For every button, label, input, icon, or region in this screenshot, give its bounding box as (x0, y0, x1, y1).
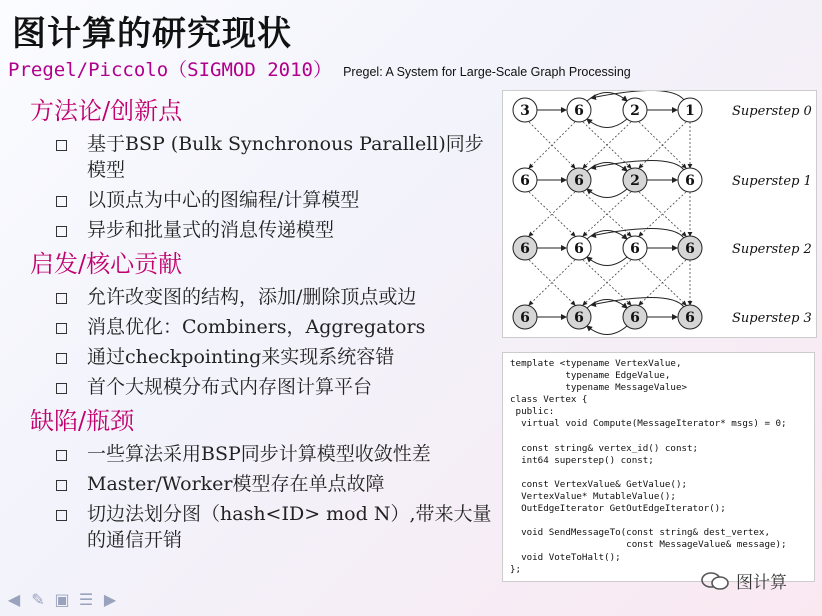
reference-line (8, 55, 631, 82)
bullet-item: 首个大规模分布式内存图计算平台 (30, 374, 500, 400)
bullet-content (30, 94, 500, 557)
checkbox-bullet-icon (56, 140, 67, 151)
vertex-value: 6 (685, 310, 695, 326)
watermark (700, 568, 787, 593)
section-heading-method: 方法论/创新点 (30, 97, 183, 125)
bullet-item: 通过checkpointing来实现系统容错 (30, 344, 500, 370)
checkbox-bullet-icon (56, 323, 67, 334)
edge-arrow (587, 300, 627, 309)
bullet-item: 一些算法采用BSP同步计算模型收敛性差 (30, 441, 500, 467)
slides-icon[interactable]: ▣ (54, 590, 70, 609)
vertex-value: 1 (685, 103, 695, 119)
checkbox-bullet-icon (56, 480, 67, 491)
bullet-item: 允许改变图的结构，添加/删除顶点或边 (30, 284, 500, 310)
slide-title: 图计算的研究现状 (12, 14, 292, 54)
vertex-value: 6 (574, 241, 584, 257)
bullet-item: 以顶点为中心的图编程/计算模型 (30, 187, 500, 213)
edge-arrow (587, 257, 627, 266)
bullet-item: 消息优化：Combiners，Aggregators (30, 314, 500, 340)
paper-title: Pregel: A System for Large-Scale Graph Processing (343, 65, 631, 79)
checkbox-bullet-icon (56, 353, 67, 364)
bullet-item: 异步和批量式的消息传递模型 (30, 217, 500, 243)
checkbox-bullet-icon (56, 383, 67, 394)
vertex-value: 6 (685, 173, 695, 189)
edge-arrow (587, 119, 627, 128)
bullet-item: 基于BSP (Bulk Synchronous Parallell)同步模型 (30, 131, 500, 183)
slide-toolbar (4, 590, 120, 610)
pen-icon[interactable]: ✎ (31, 590, 45, 609)
code-panel (502, 352, 815, 582)
vertex-value: 6 (574, 103, 584, 119)
wechat-logo-icon (700, 571, 730, 591)
reference-text: Pregel/Piccolo（SIGMOD 2010） (8, 59, 332, 81)
bullet-item: Master/Worker模型存在单点故障 (30, 471, 500, 497)
checkbox-bullet-icon (56, 226, 67, 237)
edge-arrow (587, 93, 627, 102)
watermark-text: 图计算 (736, 573, 787, 593)
vertex-value: 6 (685, 241, 695, 257)
superstep-figure (502, 90, 817, 338)
edge-arrow (587, 189, 627, 198)
edge-arrow (587, 163, 627, 172)
section-heading-limitations: 缺陷/瓶颈 (30, 407, 135, 435)
vertex-value: 6 (574, 173, 584, 189)
superstep-label: Superstep 3 (732, 311, 812, 326)
vertex-value: 2 (630, 173, 640, 189)
superstep-label: Superstep 0 (732, 104, 812, 119)
vertex-value: 6 (630, 241, 640, 257)
bullet-item: 切边法划分图（hash<ID> mod N）,带来大量的通信开销 (30, 501, 500, 553)
checkbox-bullet-icon (56, 293, 67, 304)
vertex-value: 6 (520, 173, 530, 189)
superstep-label: Superstep 2 (732, 242, 812, 257)
vertex-value: 3 (520, 103, 530, 119)
checkbox-bullet-icon (56, 510, 67, 521)
next-arrow-icon[interactable]: ▶ (103, 590, 117, 609)
prev-arrow-icon[interactable]: ◀ (7, 590, 21, 609)
edge-arrow (587, 231, 627, 240)
vertex-value: 6 (520, 310, 530, 326)
vertex-value: 6 (574, 310, 584, 326)
vertex-value: 6 (630, 310, 640, 326)
vertex-value: 6 (520, 241, 530, 257)
checkbox-bullet-icon (56, 450, 67, 461)
menu-icon[interactable]: ☰ (78, 590, 94, 609)
checkbox-bullet-icon (56, 196, 67, 207)
vertex-value: 2 (630, 103, 640, 119)
section-heading-contribution: 启发/核心贡献 (30, 250, 183, 278)
edge-arrow (587, 326, 627, 335)
superstep-label: Superstep 1 (732, 174, 812, 189)
superstep-diagram (503, 91, 816, 337)
vertex-api-code: template <typename VertexValue, typename EdgeValue, typename MessageValue> class Vertex { public: virtual void Compute(MessageIterator* msgs) = 0; const string& vertex_id() const; int64 superstep() const; const VertexValue& GetValue(); VertexValue* MutableValue(); OutEdgeIterator GetOutEdgeIterator(); void SendMessageTo(const string& dest_vertex, const MessageValue& message); void VoteToHalt(); }; (510, 358, 787, 575)
